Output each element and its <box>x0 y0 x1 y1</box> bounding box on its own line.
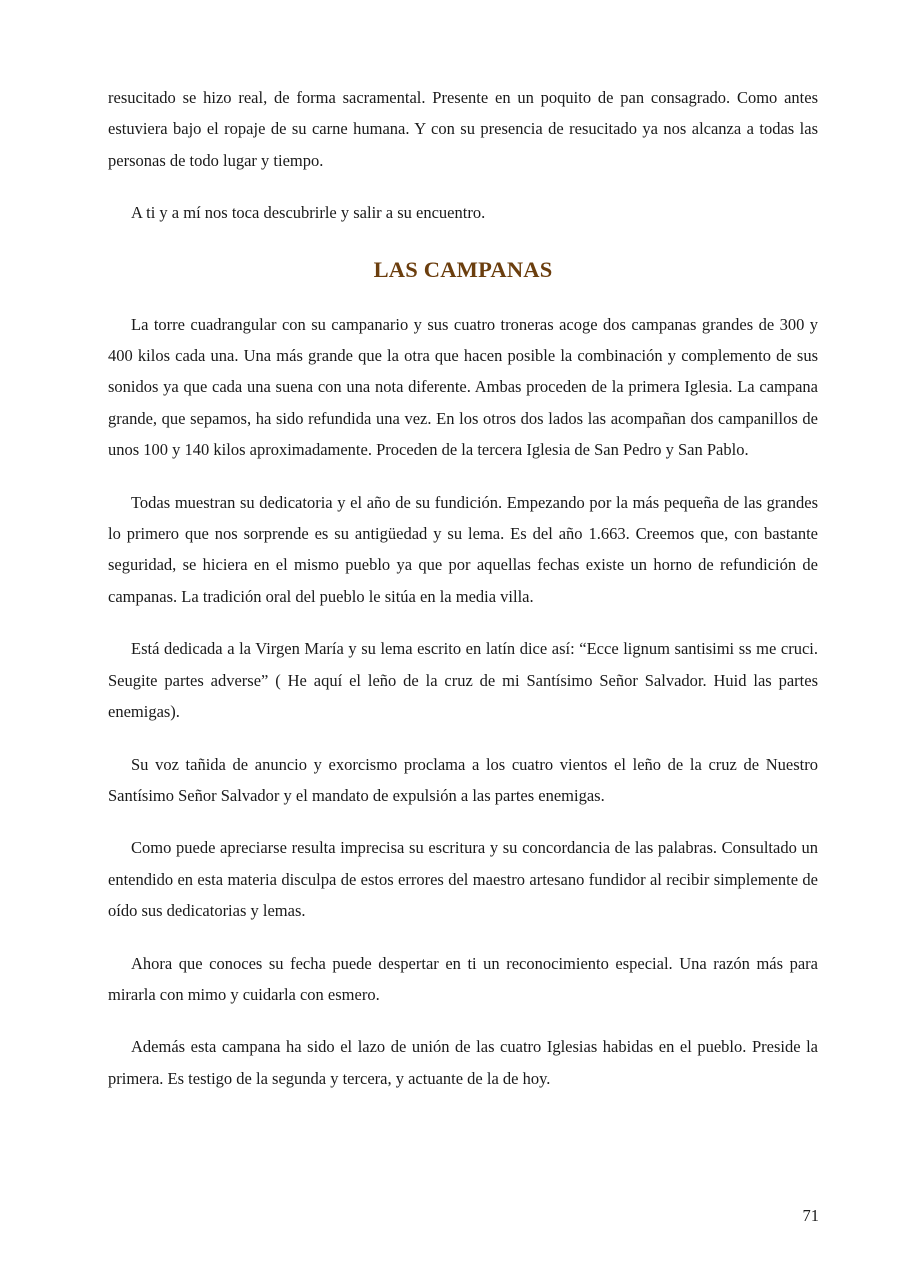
body-paragraph: Ahora que conoces su fecha puede despertar en ti un reconocimiento especial. Una razón más para mirarla con mimo y cuidarla con esmero. <box>108 953 818 1004</box>
intro-paragraph: A ti y a mí nos toca descubrirle y salir a su encuentro. <box>131 203 486 223</box>
body-paragraph: Está dedicada a la Virgen María y su lema escrito en latín dice así: “Ecce lignum santisimi ss me cruci. Seugite partes adverse” ( He aquí el leño de la cruz de mi Santísimo Señor Salvador. Huid las partes enemigas). <box>108 639 818 722</box>
body-paragraph: Como puede apreciarse resulta imprecisa su escritura y su concordancia de las palabras. Consultado un entendido en esta materia disculpa de estos errores del maestro artesano fundidor al recibir simplemente de oído sus dedicatorias y lemas. <box>108 838 818 921</box>
body-paragraph: La torre cuadrangular con su campanario y sus cuatro troneras acoge dos campanas grandes de 300 y 400 kilos cada una. Una más grande que la otra que hacen posible la combinación y complemento de sus sonidos ya que cada una suena con una nota diferente. Ambas proceden de la primera Iglesia. La campana grande, que sepamos, ha sido refundida una vez. En los otros dos lados las acompañan dos campanillos de unos 100 y 140 kilos aproximadamente. Proceden de la tercera Iglesia de San Pedro y San Pablo. <box>108 314 818 460</box>
section-title: LAS CAMPANAS <box>373 256 553 282</box>
intro-paragraph-continued: resucitado se hizo real, de forma sacramental. Presente en un poquito de pan consagrado. Como antes estuviera bajo el ropaje de su carne humana. Y con su presencia de resucitado ya nos alcanza a todas las personas de todo lugar y tiempo. <box>108 88 818 170</box>
page-number: 71 <box>802 1206 819 1225</box>
body-paragraph: Su voz tañida de anuncio y exorcismo proclama a los cuatro vientos el leño de la cruz de Nuestro Santísimo Señor Salvador y el mandato de expulsión a las partes enemigas. <box>108 754 818 805</box>
document-page <box>108 82 818 1115</box>
body-paragraph: Además esta campana ha sido el lazo de unión de las cuatro Iglesias habidas en el pueblo. Preside la primera. Es testigo de la segunda y tercera, y actuante de la de hoy. <box>108 1037 818 1088</box>
body-paragraph: Todas muestran su dedicatoria y el año de su fundición. Empezando por la más pequeña de las grandes lo primero que nos sorprende es su antigüedad y su lema. Es del año 1.663. Creemos que, con bastante seguridad, se hiciera en el mismo pueblo ya que por aquellas fechas existe un horno de refundición de campanas. La tradición oral del pueblo le sitúa en la media villa. <box>108 492 818 606</box>
